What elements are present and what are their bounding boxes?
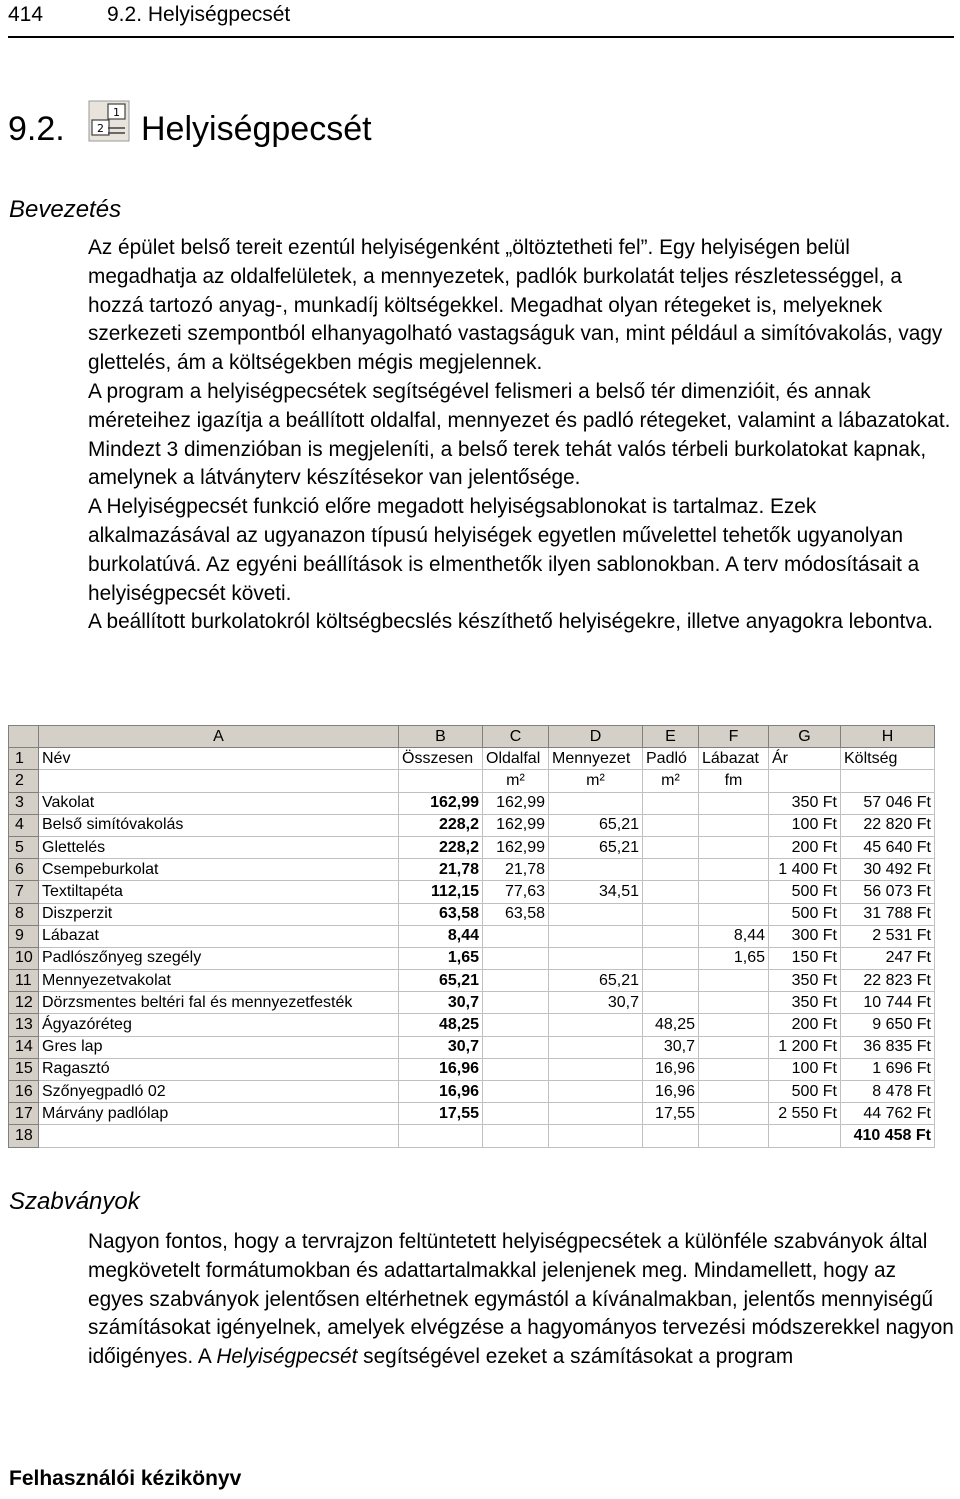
table-cell[interactable]: 22 820 Ft	[841, 814, 935, 836]
table-cell[interactable]: 17,55	[399, 1103, 483, 1125]
table-cell[interactable]	[549, 947, 643, 969]
table-cell[interactable]: 2 531 Ft	[841, 925, 935, 947]
table-cell[interactable]: 45 640 Ft	[841, 836, 935, 858]
row-number[interactable]: 5	[9, 836, 39, 858]
table-cell[interactable]	[483, 1036, 549, 1058]
table-cell[interactable]	[549, 925, 643, 947]
table-cell[interactable]: Gres lap	[39, 1036, 399, 1058]
table-cell[interactable]	[699, 1036, 769, 1058]
table-cell[interactable]: 150 Ft	[769, 947, 841, 969]
column-header[interactable]: G	[769, 726, 841, 748]
table-cell[interactable]	[643, 992, 699, 1014]
column-header-row	[9, 726, 935, 748]
table-cell[interactable]	[699, 970, 769, 992]
table-cell[interactable]: Márvány padlólap	[39, 1103, 399, 1125]
table-cell[interactable]	[483, 947, 549, 969]
column-header[interactable]: E	[643, 726, 699, 748]
table-cell[interactable]	[643, 814, 699, 836]
footer-title: Felhasználói kézikönyv	[9, 1467, 242, 1490]
table-cell[interactable]	[549, 1036, 643, 1058]
table-cell[interactable]: 65,21	[399, 970, 483, 992]
intro-body	[88, 234, 954, 637]
table-cell[interactable]: Szőnyegpadló 02	[39, 1081, 399, 1103]
table-cell[interactable]	[643, 947, 699, 969]
table-cell[interactable]: 44 762 Ft	[841, 1103, 935, 1125]
table-cell[interactable]: 63,58	[483, 903, 549, 925]
table-cell[interactable]	[483, 992, 549, 1014]
table-cell[interactable]: 500 Ft	[769, 903, 841, 925]
table-cell[interactable]	[483, 1125, 549, 1147]
table-cell[interactable]: Ágyazóréteg	[39, 1014, 399, 1036]
table-cell[interactable]: 300 Ft	[769, 925, 841, 947]
table-cell[interactable]: 16,96	[399, 1081, 483, 1103]
table-cell[interactable]: 65,21	[549, 814, 643, 836]
table-row	[9, 814, 935, 836]
table-cell[interactable]: Padlószőnyeg szegély	[39, 947, 399, 969]
table-cell[interactable]: Költség	[841, 748, 935, 770]
table-cell[interactable]	[643, 903, 699, 925]
table-cell[interactable]	[483, 1058, 549, 1080]
table-cell[interactable]	[549, 859, 643, 881]
table-cell[interactable]	[39, 1125, 399, 1147]
table-cell[interactable]: Csempeburkolat	[39, 859, 399, 881]
table-cell[interactable]: 200 Ft	[769, 836, 841, 858]
table-cell[interactable]: 31 788 Ft	[841, 903, 935, 925]
row-number[interactable]: 18	[9, 1125, 39, 1147]
row-number[interactable]: 7	[9, 881, 39, 903]
intro-paragraph: A Helyiségpecsét funkció előre megadott helyiségsablonokat is tartalmaz. Ezek alkalmazásával az ugyanazon típusú helyiségek egyetlen művelettel tehetők ugyanolyan burkolatúvá. Az egyéni beállítások is elmenthetők ilyen sablonokban. A terv módosításait a helyiségpecsét követi.	[88, 495, 920, 605]
standards-text-before: Nagyon fontos, hogy a tervrajzon feltüntetett helyiségpecsétek a különféle szabványok által megkövetelt formátumokban és adattartalmakkal jelenjenek meg. Mindamellett, hogy az egyes szabványok jelentősen eltérhetnek egymástól a kívánalmakban, jelentős mennyiségű számításokat igényelnek, amelyek elvégzése a hagyományos tervezési módszerekkel nagyon időigényes. A	[88, 1230, 954, 1369]
table-cell[interactable]	[841, 770, 935, 792]
table-cell[interactable]: 500 Ft	[769, 881, 841, 903]
table-cell[interactable]	[643, 925, 699, 947]
table-cell[interactable]	[699, 814, 769, 836]
column-header[interactable]: F	[699, 726, 769, 748]
table-cell[interactable]: Padló	[643, 748, 699, 770]
standards-emphasis: Helyiségpecsét	[216, 1345, 358, 1369]
table-cell[interactable]: m²	[483, 770, 549, 792]
table-cell[interactable]: 8,44	[399, 925, 483, 947]
standards-body	[88, 1228, 954, 1372]
table-cell[interactable]: 57 046 Ft	[841, 792, 935, 814]
table-cell[interactable]: 17,55	[643, 1103, 699, 1125]
table-cell[interactable]	[699, 836, 769, 858]
table-cell[interactable]: 10 744 Ft	[841, 992, 935, 1014]
table-row	[9, 903, 935, 925]
table-cell[interactable]: 228,2	[399, 814, 483, 836]
table-cell[interactable]: 65,21	[549, 836, 643, 858]
spreadsheet-table	[8, 725, 935, 1148]
table-cell[interactable]	[699, 859, 769, 881]
column-header[interactable]: D	[549, 726, 643, 748]
table-cell[interactable]: 30,7	[399, 1036, 483, 1058]
intro-paragraph: A program a helyiségpecsétek segítségével felismeri a belső tér dimenzióit, és annak méreteihez igazítja a beállított oldalfal, mennyezet és padló rétegeket, valamint a lábazatokat. Mindezt 3 dimenzióban is megjeleníti, a belső terek tehát valós térbeli burkolatokat kapnak, amelynek a látványterv készítésekor van jelentősége.	[88, 379, 951, 490]
table-cell[interactable]: 21,78	[483, 859, 549, 881]
table-cell[interactable]: 8,44	[699, 925, 769, 947]
table-cell[interactable]: 30,7	[399, 992, 483, 1014]
table-row	[9, 992, 935, 1014]
table-cell[interactable]	[483, 1103, 549, 1125]
table-cell[interactable]	[699, 1103, 769, 1125]
table-cell[interactable]: m²	[549, 770, 643, 792]
table-cell[interactable]: fm	[699, 770, 769, 792]
cost-spreadsheet	[8, 725, 942, 1162]
standards-text-after: segítségével ezeket a számításokat a program	[357, 1345, 794, 1369]
svg-text:1: 1	[113, 106, 120, 119]
row-number[interactable]: 1	[9, 748, 39, 770]
column-header[interactable]: C	[483, 726, 549, 748]
table-row	[9, 1103, 935, 1125]
table-cell[interactable]: 56 073 Ft	[841, 881, 935, 903]
table-cell[interactable]: 162,99	[399, 792, 483, 814]
table-cell[interactable]	[39, 770, 399, 792]
row-number[interactable]: 8	[9, 903, 39, 925]
table-cell[interactable]	[483, 1014, 549, 1036]
table-cell[interactable]: Textiltapéta	[39, 881, 399, 903]
table-cell[interactable]: Belső simítóvakolás	[39, 814, 399, 836]
table-cell[interactable]: Mennyezetvakolat	[39, 970, 399, 992]
table-cell[interactable]	[483, 970, 549, 992]
table-cell[interactable]	[699, 1081, 769, 1103]
table-cell[interactable]: Glettelés	[39, 836, 399, 858]
table-cell[interactable]: 21,78	[399, 859, 483, 881]
table-cell[interactable]: 2 550 Ft	[769, 1103, 841, 1125]
table-cell[interactable]: Lábazat	[699, 748, 769, 770]
table-cell[interactable]: 9 650 Ft	[841, 1014, 935, 1036]
table-cell[interactable]	[643, 881, 699, 903]
row-number[interactable]: 6	[9, 859, 39, 881]
table-cell[interactable]: 112,15	[399, 881, 483, 903]
table-cell[interactable]: 63,58	[399, 903, 483, 925]
table-cell[interactable]	[699, 992, 769, 1014]
row-number[interactable]: 11	[9, 970, 39, 992]
table-cell[interactable]	[483, 1081, 549, 1103]
table-cell[interactable]: Lábazat	[39, 925, 399, 947]
table-cell[interactable]: 100 Ft	[769, 1058, 841, 1080]
table-cell[interactable]: m²	[643, 770, 699, 792]
table-cell[interactable]	[549, 1081, 643, 1103]
table-row	[9, 748, 935, 770]
table-row	[9, 1036, 935, 1058]
row-number[interactable]: 2	[9, 770, 39, 792]
table-row	[9, 947, 935, 969]
table-cell[interactable]: 350 Ft	[769, 992, 841, 1014]
table-cell[interactable]: Mennyezet	[549, 748, 643, 770]
table-cell[interactable]: 100 Ft	[769, 814, 841, 836]
table-cell[interactable]: 162,99	[483, 814, 549, 836]
table-cell[interactable]: 1 400 Ft	[769, 859, 841, 881]
svg-text:2: 2	[97, 122, 104, 135]
table-row	[9, 1058, 935, 1080]
chapter-title: Helyiségpecsét	[141, 110, 372, 148]
table-cell[interactable]	[699, 1125, 769, 1147]
table-cell[interactable]	[769, 770, 841, 792]
table-cell[interactable]	[483, 925, 549, 947]
table-cell[interactable]: 22 823 Ft	[841, 970, 935, 992]
row-number[interactable]: 10	[9, 947, 39, 969]
row-number[interactable]: 4	[9, 814, 39, 836]
table-cell[interactable]: 16,96	[643, 1081, 699, 1103]
table-cell[interactable]	[549, 1058, 643, 1080]
standards-paragraph	[88, 1228, 954, 1372]
table-row	[9, 1014, 935, 1036]
table-row	[9, 925, 935, 947]
table-cell[interactable]	[699, 903, 769, 925]
table-row	[9, 1125, 935, 1147]
table-cell[interactable]	[769, 1125, 841, 1147]
table-cell[interactable]	[399, 770, 483, 792]
table-cell[interactable]	[643, 792, 699, 814]
chapter-number: 9.2.	[8, 110, 65, 148]
table-cell[interactable]: 200 Ft	[769, 1014, 841, 1036]
table-cell[interactable]: 30 492 Ft	[841, 859, 935, 881]
table-cell[interactable]	[549, 1014, 643, 1036]
table-cell[interactable]: Oldalfal	[483, 748, 549, 770]
table-cell[interactable]	[699, 792, 769, 814]
table-cell[interactable]: 34,51	[549, 881, 643, 903]
table-cell[interactable]: Ár	[769, 748, 841, 770]
table-cell[interactable]: 1 696 Ft	[841, 1058, 935, 1080]
table-row	[9, 859, 935, 881]
row-number[interactable]: 16	[9, 1081, 39, 1103]
row-number[interactable]: 12	[9, 992, 39, 1014]
section-reference: 9.2. Helyiségpecsét	[107, 3, 291, 26]
sheet-corner	[9, 726, 39, 748]
table-row	[9, 792, 935, 814]
table-cell[interactable]: 65,21	[549, 970, 643, 992]
table-cell[interactable]	[643, 970, 699, 992]
table-cell[interactable]: Diszperzit	[39, 903, 399, 925]
table-cell[interactable]: 16,96	[399, 1058, 483, 1080]
row-number[interactable]: 14	[9, 1036, 39, 1058]
table-cell[interactable]: Dörzsmentes beltéri fal és mennyezetfesték	[39, 992, 399, 1014]
table-row	[9, 836, 935, 858]
table-cell[interactable]	[699, 1014, 769, 1036]
row-number[interactable]: 17	[9, 1103, 39, 1125]
room-stamp-icon	[88, 100, 130, 142]
table-cell[interactable]: 410 458 Ft	[841, 1125, 935, 1147]
page-number: 414	[8, 3, 44, 26]
table-cell[interactable]	[549, 792, 643, 814]
table-cell[interactable]: 16,96	[643, 1058, 699, 1080]
row-number[interactable]: 15	[9, 1058, 39, 1080]
table-row	[9, 881, 935, 903]
table-cell[interactable]	[643, 836, 699, 858]
table-cell[interactable]: Név	[39, 748, 399, 770]
table-cell[interactable]: 162,99	[483, 792, 549, 814]
table-cell[interactable]: 36 835 Ft	[841, 1036, 935, 1058]
table-cell[interactable]	[643, 859, 699, 881]
table-cell[interactable]: 350 Ft	[769, 792, 841, 814]
table-cell[interactable]	[549, 903, 643, 925]
table-cell[interactable]	[699, 881, 769, 903]
table-cell[interactable]	[549, 1125, 643, 1147]
row-number[interactable]: 9	[9, 925, 39, 947]
table-cell[interactable]: 48,25	[643, 1014, 699, 1036]
table-cell[interactable]: 350 Ft	[769, 970, 841, 992]
table-cell[interactable]: 1,65	[399, 947, 483, 969]
table-cell[interactable]: 1,65	[699, 947, 769, 969]
row-number[interactable]: 3	[9, 792, 39, 814]
table-cell[interactable]	[643, 1125, 699, 1147]
column-header[interactable]: H	[841, 726, 935, 748]
table-cell[interactable]: 30,7	[549, 992, 643, 1014]
intro-paragraph: A beállított burkolatokról költségbecslés készíthető helyiségekre, illetve anyagokra lebontva.	[88, 610, 934, 634]
table-cell[interactable]	[549, 1103, 643, 1125]
table-cell[interactable]: 247 Ft	[841, 947, 935, 969]
standards-heading: Szabványok	[9, 1188, 140, 1215]
table-row	[9, 1081, 935, 1103]
table-cell[interactable]: 48,25	[399, 1014, 483, 1036]
row-number[interactable]: 13	[9, 1014, 39, 1036]
table-cell[interactable]: 228,2	[399, 836, 483, 858]
table-cell[interactable]: Vakolat	[39, 792, 399, 814]
intro-heading: Bevezetés	[9, 196, 122, 223]
table-cell[interactable]	[699, 1058, 769, 1080]
table-cell[interactable]: 162,99	[483, 836, 549, 858]
table-cell[interactable]: Összesen	[399, 748, 483, 770]
table-cell[interactable]: 500 Ft	[769, 1081, 841, 1103]
table-row	[9, 970, 935, 992]
table-cell[interactable]: 30,7	[643, 1036, 699, 1058]
table-cell[interactable]: 8 478 Ft	[841, 1081, 935, 1103]
intro-paragraph: Az épület belső tereit ezentúl helyiségenként „öltöztetheti fel”. Egy helyiségen belül megadhatja az oldalfelületek, a mennyezetek, padlók burkolatát teljes részletességgel, a hozzá tartozó anyag-, munkadíj költségekkel. Megadhat olyan rétegeket is, melyeknek szerkezeti szempontból elhanyagolható vastagságuk van, mint például a simítóvakolás, vagy glettelés, ám a költségekben mégis megjelennek.	[88, 236, 943, 375]
running-header	[8, 0, 954, 38]
column-header[interactable]: B	[399, 726, 483, 748]
table-cell[interactable]: 77,63	[483, 881, 549, 903]
column-header[interactable]: A	[39, 726, 399, 748]
table-row	[9, 770, 935, 792]
table-cell[interactable]	[399, 1125, 483, 1147]
table-cell[interactable]: Ragasztó	[39, 1058, 399, 1080]
table-cell[interactable]: 1 200 Ft	[769, 1036, 841, 1058]
